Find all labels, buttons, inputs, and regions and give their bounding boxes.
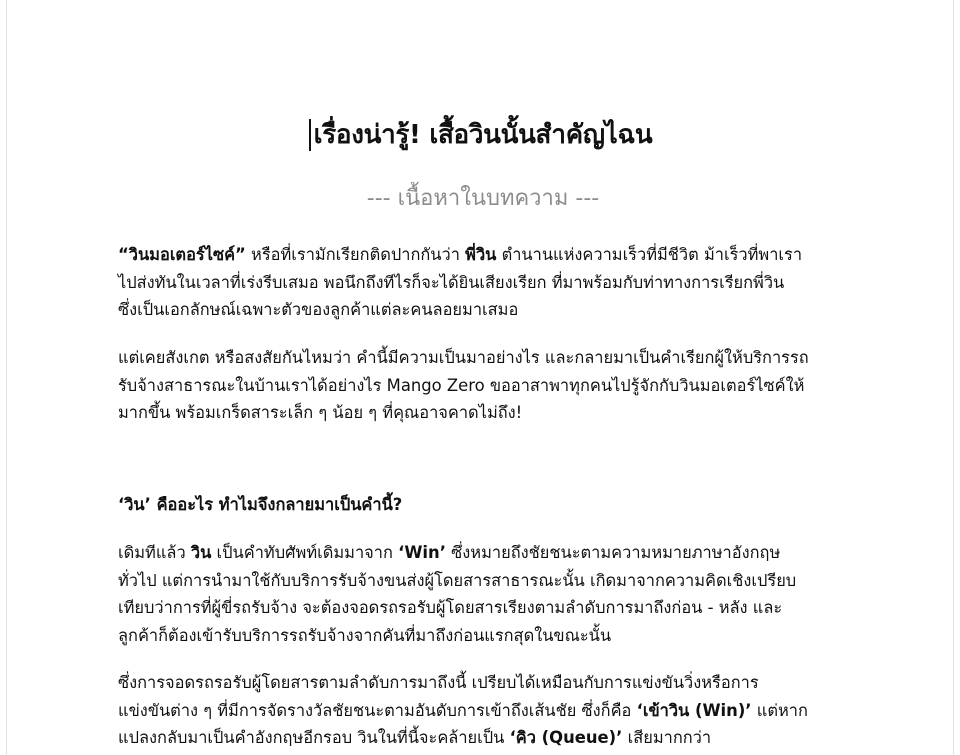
paragraph-line: ซึ่งเป็นเอกลักษณ์เฉพาะตัวของลูกค้าแต่ละคนลอยมาเสมอ bbox=[118, 300, 519, 319]
paragraph-line bbox=[118, 539, 848, 567]
page-right-edge bbox=[953, 0, 954, 755]
paragraph-queue bbox=[118, 669, 848, 752]
bold-text: ‘เข้าวิน (Win)’ bbox=[636, 700, 752, 720]
text-run: เดิมทีแล้ว bbox=[118, 543, 191, 562]
text-cursor bbox=[309, 119, 311, 151]
section-heading: ‘วิน’ คืออะไร ทำไมจึงกลายมาเป็นคำนี้? bbox=[118, 495, 403, 514]
document-title[interactable] bbox=[314, 113, 653, 157]
bold-text: วิน bbox=[190, 543, 212, 562]
paragraph-line bbox=[118, 697, 848, 725]
text-run: แต่หาก bbox=[751, 700, 808, 720]
text-run: ซึ่งหมายถึงชัยชนะตามความหมายภาษาอังกฤษ bbox=[445, 543, 781, 562]
page-left-edge bbox=[6, 0, 7, 755]
bold-text: พี่วิน bbox=[465, 245, 497, 264]
text-run: เสียมากกว่า bbox=[622, 728, 712, 747]
text-run: เป็นคำทับศัพท์เดิมมาจาก bbox=[211, 543, 399, 562]
bold-text: “วินมอเตอร์ไซค์” bbox=[118, 245, 246, 264]
paragraph-question bbox=[118, 344, 848, 427]
title-row bbox=[118, 113, 848, 157]
content-subtitle: --- เนื้อหาในบทความ --- bbox=[366, 186, 600, 211]
text-run: แปลงกลับมาเป็นคำอังกฤษอีกรอบ วินในที่นี้จะคล้ายเป็น bbox=[118, 728, 510, 747]
bold-text: ‘Win’ bbox=[398, 543, 446, 562]
paragraph-line: แต่เคยสังเกต หรือสงสัยกันไหมว่า คำนี้มีความเป็นมาอย่างไร และกลายมาเป็นคำเรียกผู้ให้บริการรถ bbox=[118, 348, 809, 367]
paragraph-line: รับจ้างสาธารณะในบ้านเราได้อย่างไร Mango Zero ขออาสาพาทุกคนไปรู้จักกับวินมอเตอร์ไซค์ให้ bbox=[118, 375, 805, 395]
paragraph-intro bbox=[118, 241, 848, 324]
paragraph-line: ทั่วไป แต่การนำมาใช้กับบริการรับจ้างขนส่งผู้โดยสารสาธารณะนั้น เกิดมาจากความคิดเชิงเปรียบ bbox=[118, 570, 797, 590]
paragraph-line bbox=[118, 241, 848, 269]
text-run: ตำนานแห่งความเร็วที่มีชีวิต ม้าเร็วที่พาเรา bbox=[496, 245, 803, 264]
paragraph-line: มากขึ้น พร้อมเกร็ดสาระเล็ก ๆ น้อย ๆ ที่คุณอาจคาดไม่ถึง! bbox=[118, 403, 523, 422]
paragraph-line: เทียบว่าการที่ผู้ขี่รถรับจ้าง จะต้องจอดรถรอรับผู้โดยสารเรียงตามลำดับการมาถึงก่อน - หลัง และ bbox=[118, 598, 783, 617]
paragraph-line: ไปส่งทันในเวลาที่เร่งรีบเสมอ พอนึกถึงทีไรก็จะได้ยินเสียงเรียก ที่มาพร้อมกับท่าทางการเรียกพี่วิน bbox=[118, 272, 785, 292]
paragraph-origin bbox=[118, 539, 848, 649]
text-run: แข่งขันต่าง ๆ ที่มีการจัดรางวัลชัยชนะตามอันดับการเข้าถึงเส้นชัย ซึ่งก็คือ bbox=[118, 700, 637, 720]
paragraph-line: ลูกค้าก็ต้องเข้ารับบริการรถรับจ้างจากคันที่มาถึงก่อนแรกสุดในขณะนั้น bbox=[118, 625, 612, 645]
bold-text: ‘คิว (Queue)’ bbox=[509, 728, 623, 747]
paragraph-line: ซึ่งการจอดรถรอรับผู้โดยสารตามลำดับการมาถึงนี้ เปรียบได้เหมือนกับการแข่งขันวิ่งหรือการ bbox=[118, 673, 759, 692]
paragraph-line bbox=[118, 724, 848, 752]
text-run: หรือที่เรามักเรียกติดปากกันว่า bbox=[245, 245, 466, 264]
document-title-text: เรื่องน่ารู้! เสื้อวินนั้นสำคัญไฉน bbox=[313, 120, 653, 150]
